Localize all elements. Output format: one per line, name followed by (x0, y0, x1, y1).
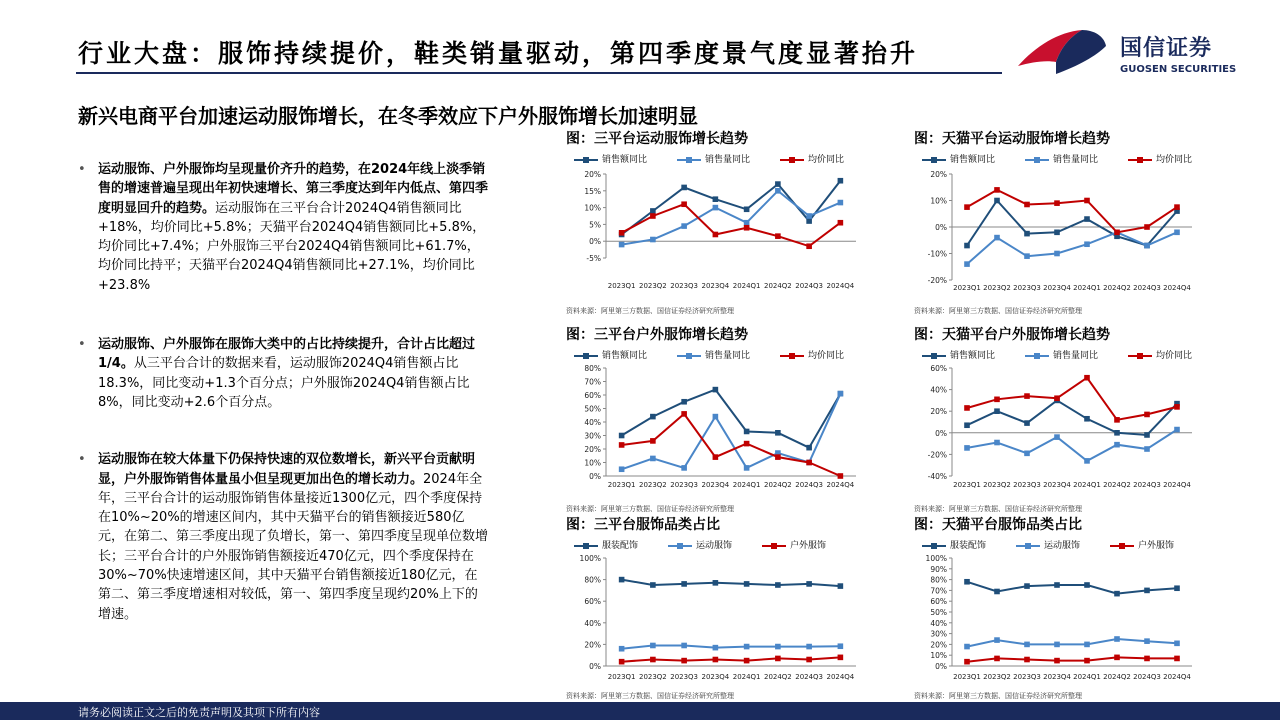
legend-label: 服装配饰 (602, 541, 639, 551)
data-point (681, 411, 687, 417)
data-point (650, 213, 656, 219)
legend-label: 销售量同比 (705, 155, 751, 165)
y-tick-label: 10% (930, 651, 947, 661)
data-point (713, 645, 719, 651)
chart-tmall-outdoor (914, 324, 1204, 514)
data-point (681, 185, 687, 191)
data-point (1084, 375, 1090, 381)
data-point (1024, 657, 1030, 663)
data-point (650, 208, 656, 214)
chart-plot (566, 128, 866, 316)
data-point (1084, 658, 1090, 664)
y-tick-label: -5% (586, 254, 601, 263)
data-point (806, 460, 812, 466)
x-tick-label: 2024Q1 (1073, 673, 1101, 681)
chart-source: 资料来源：阿里第三方数据、国信证券经济研究所整理 (566, 505, 734, 513)
data-point (681, 465, 687, 471)
data-point (775, 188, 781, 194)
x-tick-label: 2024Q2 (763, 481, 792, 489)
chart-plot (566, 324, 866, 514)
data-point (1084, 198, 1090, 204)
x-tick-label: 2024Q3 (1133, 284, 1161, 292)
data-point (681, 223, 687, 229)
chart-title: 图：三平台运动服饰增长趋势 (566, 131, 748, 147)
data-point (1144, 412, 1150, 418)
data-point (713, 387, 719, 393)
x-tick-label: 2023Q4 (701, 282, 730, 290)
guosen-logo (1016, 26, 1237, 78)
y-tick-label: 60% (930, 364, 947, 373)
y-tick-label: 10% (930, 196, 947, 206)
data-point (681, 399, 687, 405)
data-point (775, 582, 781, 588)
data-point (994, 589, 1000, 595)
legend-label: 销售额同比 (602, 351, 648, 361)
data-point (775, 656, 781, 662)
y-tick-label: 60% (584, 597, 601, 607)
y-tick-label: 5% (589, 220, 601, 230)
y-tick-label: 20% (930, 640, 947, 650)
chart-title: 图：天猫平台服饰品类占比 (914, 517, 1082, 533)
data-point (713, 414, 719, 420)
data-point (838, 200, 844, 206)
data-point (1114, 417, 1120, 423)
x-tick-label: 2023Q2 (983, 673, 1011, 681)
data-point (994, 440, 1000, 446)
data-point (1144, 432, 1150, 438)
data-point (838, 473, 844, 479)
x-tick-label: 2023Q3 (670, 673, 699, 681)
data-point (744, 465, 750, 471)
data-point (1144, 446, 1150, 452)
y-tick-label: 0% (935, 428, 947, 438)
data-point (650, 438, 656, 444)
bullet-dot-icon: • (78, 162, 86, 177)
chart-plot (566, 514, 866, 698)
y-tick-label: 20% (584, 445, 601, 454)
y-tick-label: -40% (927, 472, 947, 481)
data-point (1174, 404, 1180, 410)
data-point (1084, 241, 1090, 247)
x-tick-label: 2024Q1 (1073, 284, 1101, 292)
y-tick-label: 80% (930, 575, 947, 585)
data-point (1024, 583, 1030, 589)
data-point (964, 644, 970, 650)
data-point (1114, 442, 1120, 448)
chart-source: 资料来源：阿里第三方数据、国信证券经济研究所整理 (566, 692, 734, 700)
y-tick-label: 40% (930, 385, 947, 395)
chart-source: 资料来源：阿里第三方数据、国信证券经济研究所整理 (914, 692, 1082, 700)
x-tick-label: 2024Q1 (732, 282, 761, 290)
y-tick-label: 0% (935, 223, 947, 232)
chart-title: 图：三平台服饰品类占比 (566, 517, 720, 533)
data-point (1054, 200, 1060, 206)
data-point (1054, 395, 1060, 401)
data-point (1024, 451, 1030, 457)
x-tick-label: 2024Q1 (732, 481, 761, 489)
legend-label: 户外服饰 (1138, 541, 1175, 551)
chart-plot (914, 324, 1204, 514)
data-point (1084, 416, 1090, 422)
y-tick-label: 80% (584, 364, 601, 373)
data-point (744, 658, 750, 664)
y-tick-label: 0% (589, 472, 601, 481)
data-point (1054, 642, 1060, 648)
chart-title: 图：天猫平台户外服饰增长趋势 (914, 327, 1110, 343)
data-point (619, 433, 625, 439)
data-point (964, 261, 970, 267)
data-point (838, 643, 844, 649)
data-point (619, 442, 625, 448)
logo-swoosh-icon (1016, 26, 1108, 78)
data-point (1024, 202, 1030, 208)
y-tick-label: 30% (930, 629, 947, 639)
x-tick-label: 2023Q1 (953, 284, 981, 292)
data-point (681, 201, 687, 207)
x-tick-label: 2024Q2 (1103, 481, 1131, 489)
legend-label: 销售额同比 (950, 351, 996, 361)
data-point (650, 414, 656, 420)
data-point (994, 656, 1000, 662)
data-point (1114, 591, 1120, 597)
x-tick-label: 2023Q3 (1013, 284, 1041, 292)
data-point (1084, 458, 1090, 464)
legend-label: 销售额同比 (950, 155, 996, 165)
data-point (744, 581, 750, 587)
y-tick-label: 50% (930, 608, 947, 617)
legend-label: 销售量同比 (705, 351, 751, 361)
data-point (650, 456, 656, 462)
y-tick-label: 20% (584, 170, 601, 179)
data-point (806, 657, 812, 663)
data-point (806, 644, 812, 650)
data-point (964, 405, 970, 411)
data-point (1024, 420, 1030, 426)
y-tick-label: -10% (927, 249, 947, 259)
data-point (1174, 585, 1180, 591)
data-point (744, 429, 750, 435)
data-point (713, 232, 719, 238)
data-point (964, 445, 970, 451)
data-point (1144, 243, 1150, 249)
data-point (775, 454, 781, 460)
data-point (1144, 224, 1150, 230)
x-tick-label: 2024Q3 (795, 282, 824, 290)
data-point (1114, 655, 1120, 661)
x-tick-label: 2023Q2 (638, 673, 667, 681)
logo-en-text: GUOSEN SECURITIES (1120, 64, 1237, 75)
data-point (619, 230, 625, 236)
data-point (1144, 588, 1150, 594)
y-tick-label: 10% (584, 458, 601, 468)
data-point (713, 205, 719, 211)
y-tick-label: 70% (930, 586, 947, 596)
x-tick-label: 2024Q4 (826, 481, 855, 489)
data-point (964, 204, 970, 210)
series-line (622, 181, 841, 235)
data-point (619, 646, 625, 652)
x-tick-label: 2023Q1 (953, 481, 981, 489)
x-tick-label: 2024Q2 (763, 673, 792, 681)
data-point (1144, 638, 1150, 644)
data-point (1084, 582, 1090, 588)
legend-label: 均价同比 (808, 155, 845, 165)
series-line (967, 400, 1177, 435)
data-point (994, 235, 1000, 241)
data-point (1084, 216, 1090, 222)
data-point (619, 466, 625, 472)
data-point (1054, 251, 1060, 257)
chart-source: 资料来源：阿里第三方数据、国信证券经济研究所整理 (914, 505, 1082, 513)
data-point (838, 391, 844, 397)
y-tick-label: 40% (584, 418, 601, 427)
data-point (1114, 636, 1120, 642)
x-tick-label: 2024Q1 (732, 673, 761, 681)
footer-disclaimer: 请务必阅读正文之后的免责声明及其项下所有内容 (78, 706, 320, 719)
chart-sanpingtai-outdoor (566, 324, 866, 514)
x-tick-label: 2024Q3 (795, 673, 824, 681)
bullet-body-text: 运动服饰在三平台合计2024Q4销售额同比+18%，均价同比+5.8%；天猫平台2024Q4销售额同比+5.8%，均价同比+7.4%；户外服饰三平台2024Q4销售额同比+61.7%，均价同比持平；天猫平台2024Q4销售额同比+27.1%，均价同比+23.8% (98, 200, 486, 293)
y-tick-label: 20% (584, 640, 601, 650)
x-tick-label: 2023Q4 (1043, 481, 1071, 489)
x-tick-label: 2024Q4 (1163, 284, 1191, 292)
data-point (994, 198, 1000, 204)
chart-tmall-category-share (914, 514, 1204, 698)
data-point (806, 243, 812, 249)
legend-label: 运动服饰 (696, 541, 733, 551)
y-tick-label: 40% (584, 618, 601, 628)
x-tick-label: 2024Q2 (1103, 673, 1131, 681)
bullet-bold-text: 运动服饰在较大体量下仍保持快速的双位数增长，新兴平台贡献明显，户外服饰销售体量虽小但呈现更加出色的增长动力。 (98, 452, 476, 487)
data-point (1054, 658, 1060, 664)
data-point (1054, 582, 1060, 588)
x-tick-label: 2024Q3 (1133, 673, 1161, 681)
bullet-item (78, 335, 488, 412)
chart-source: 资料来源：阿里第三方数据、国信证券经济研究所整理 (914, 307, 1082, 315)
data-point (650, 657, 656, 663)
x-tick-label: 2023Q2 (983, 284, 1011, 292)
data-point (1174, 641, 1180, 647)
data-point (744, 225, 750, 231)
y-tick-label: 70% (584, 377, 601, 387)
data-point (806, 445, 812, 451)
data-point (713, 196, 719, 202)
data-point (713, 657, 719, 663)
x-tick-label: 2024Q1 (1073, 481, 1101, 489)
data-point (775, 430, 781, 436)
bullet-list (78, 160, 488, 624)
data-point (744, 441, 750, 447)
data-point (838, 220, 844, 226)
data-point (806, 213, 812, 219)
chart-plot (914, 514, 1204, 698)
title-underline (76, 72, 1002, 74)
logo-cn-text: 国信证券 (1120, 36, 1213, 61)
data-point (838, 178, 844, 184)
data-point (681, 643, 687, 649)
legend-label: 服装配饰 (950, 541, 987, 551)
data-point (1024, 253, 1030, 259)
data-point (994, 408, 1000, 414)
data-point (994, 397, 1000, 403)
data-point (650, 582, 656, 588)
chart-sanpingtai-sports (566, 128, 866, 316)
y-tick-label: 10% (584, 203, 601, 213)
data-point (744, 644, 750, 650)
legend-label: 销售量同比 (1053, 351, 1099, 361)
y-tick-label: 100% (925, 554, 947, 563)
bullet-dot-icon: • (78, 337, 86, 353)
data-point (775, 644, 781, 650)
x-tick-label: 2023Q1 (607, 282, 636, 290)
x-tick-label: 2024Q4 (1163, 673, 1191, 681)
data-point (650, 237, 656, 243)
y-tick-label: 20% (930, 170, 947, 179)
y-tick-label: 20% (930, 407, 947, 417)
chart-source: 资料来源：阿里第三方数据、国信证券经济研究所整理 (566, 307, 734, 315)
x-tick-label: 2023Q4 (701, 673, 730, 681)
legend-label: 销售量同比 (1053, 155, 1099, 165)
data-point (964, 243, 970, 249)
data-point (619, 577, 625, 583)
data-point (806, 581, 812, 587)
x-tick-label: 2024Q3 (795, 481, 824, 489)
chart-plot (914, 128, 1204, 316)
section-subtitle: 新兴电商平台加速运动服饰增长，在冬季效应下户外服饰增长加速明显 (78, 104, 698, 128)
bullet-body-text: 2024年全年，三平台合计的运动服饰销售体量接近1300亿元，四个季度保持在10%~20%的增速区间内，其中天猫平台的销售额接近580亿元，在第二、第三季度出现了负增长，第一、第四季度呈现单位数增长；三平台合计的户外服饰销售额接近470亿元，四个季度保持在30%~70%快速增速区间，其中天猫平台销售额接近180亿元，在第二、第三季度增速相对较低，第一、第四季度呈现约20%上下的增速。 (98, 471, 489, 622)
y-tick-label: 0% (589, 237, 601, 247)
data-point (1144, 656, 1150, 662)
legend-label: 均价同比 (808, 351, 845, 361)
legend-label: 户外服饰 (790, 541, 827, 551)
y-tick-label: 15% (584, 186, 601, 196)
chart-title: 图：天猫平台运动服饰增长趋势 (914, 131, 1110, 147)
y-tick-label: 40% (930, 618, 947, 628)
x-tick-label: 2024Q2 (763, 282, 792, 290)
data-point (681, 658, 687, 664)
y-tick-label: 50% (584, 404, 601, 414)
x-tick-label: 2023Q2 (983, 481, 1011, 489)
legend-label: 均价同比 (1156, 351, 1193, 361)
x-tick-label: 2023Q3 (670, 481, 699, 489)
data-point (838, 655, 844, 661)
x-tick-label: 2023Q3 (1013, 481, 1041, 489)
data-point (619, 242, 625, 248)
y-tick-label: 60% (930, 597, 947, 607)
data-point (744, 206, 750, 212)
x-tick-label: 2024Q4 (826, 282, 855, 290)
page-title: 行业大盘：服饰持续提价，鞋类销量驱动，第四季度景气度显著抬升 (78, 39, 919, 68)
y-tick-label: 0% (589, 662, 601, 671)
data-point (1024, 642, 1030, 648)
data-point (1114, 230, 1120, 236)
chart-tmall-sports (914, 128, 1204, 316)
y-tick-label: -20% (927, 450, 947, 460)
legend-label: 均价同比 (1156, 155, 1193, 165)
x-tick-label: 2023Q4 (701, 481, 730, 489)
data-point (1174, 427, 1180, 433)
x-tick-label: 2023Q4 (1043, 673, 1071, 681)
data-point (775, 181, 781, 187)
data-point (713, 580, 719, 586)
data-point (713, 454, 719, 460)
bullet-body-text: 从三平台合计的数据来看，运动服饰2024Q4销售额占比18.3%，同比变动+1.3个百分点；户外服饰2024Q4销售额占比8%，同比变动+2.6个百分点。 (98, 356, 470, 410)
chart-sanpingtai-category-share (566, 514, 866, 698)
bullet-item (78, 160, 488, 295)
y-tick-label: 60% (584, 391, 601, 400)
data-point (964, 579, 970, 585)
bullet-bold-text: 运动服饰、户外服饰均呈现量价齐升的趋势，在2024年线上淡季销售的增速普遍呈现出年初快速增长、第三季度达到年内低点、第四季度明显回升的趋势。 (98, 162, 489, 216)
y-tick-label: 90% (930, 564, 947, 574)
x-tick-label: 2023Q4 (1043, 284, 1071, 292)
data-point (775, 233, 781, 239)
data-point (1174, 230, 1180, 236)
data-point (1174, 656, 1180, 662)
data-point (1114, 430, 1120, 436)
x-tick-label: 2024Q3 (1133, 481, 1161, 489)
data-point (964, 659, 970, 665)
x-tick-label: 2023Q1 (607, 673, 636, 681)
data-point (650, 643, 656, 649)
data-point (964, 422, 970, 428)
x-tick-label: 2023Q1 (953, 673, 981, 681)
bullet-item (78, 450, 488, 624)
data-point (619, 659, 625, 665)
bullet-bold-text: 运动服饰、户外服饰在服饰大类中的占比持续提升，合计占比超过1/4。 (98, 337, 476, 372)
data-point (1054, 434, 1060, 440)
y-tick-label: 100% (579, 554, 601, 563)
x-tick-label: 2023Q3 (670, 282, 699, 290)
data-point (994, 187, 1000, 193)
data-point (806, 218, 812, 224)
footer-bar (0, 702, 1280, 720)
x-tick-label: 2024Q4 (1163, 481, 1191, 489)
data-point (1024, 393, 1030, 399)
data-point (1174, 204, 1180, 210)
data-point (1084, 642, 1090, 648)
x-tick-label: 2023Q3 (1013, 673, 1041, 681)
x-tick-label: 2023Q1 (607, 481, 636, 489)
data-point (994, 637, 1000, 643)
legend-label: 销售额同比 (602, 155, 648, 165)
y-tick-label: -20% (927, 276, 947, 285)
data-point (1024, 231, 1030, 237)
chart-title: 图：三平台户外服饰增长趋势 (566, 327, 748, 343)
data-point (744, 220, 750, 226)
x-tick-label: 2023Q2 (638, 481, 667, 489)
data-point (681, 581, 687, 587)
legend-label: 运动服饰 (1044, 541, 1081, 551)
x-tick-label: 2023Q2 (638, 282, 667, 290)
data-point (1054, 230, 1060, 236)
x-tick-label: 2024Q4 (826, 673, 855, 681)
x-tick-label: 2024Q2 (1103, 284, 1131, 292)
y-tick-label: 80% (584, 575, 601, 585)
bullet-dot-icon: • (78, 452, 86, 468)
y-tick-label: 0% (935, 662, 947, 671)
data-point (838, 583, 844, 589)
y-tick-label: 30% (584, 431, 601, 441)
